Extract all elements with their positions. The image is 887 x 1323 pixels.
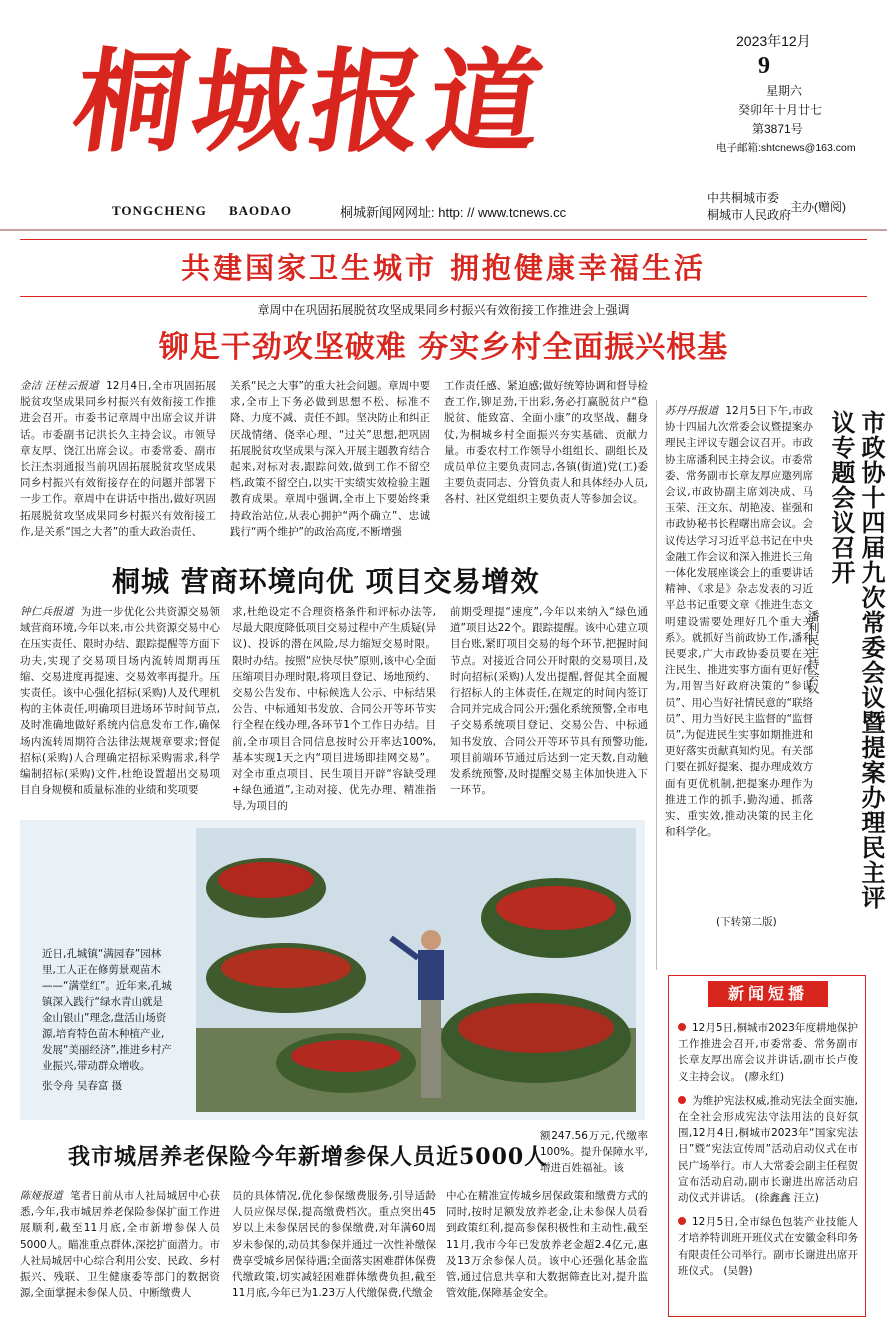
lead-kicker: 章周中在巩固拓展脱贫攻坚成果同乡村振兴有效衔接工作推进会上强调 bbox=[257, 303, 630, 317]
masthead-romanized: TONGCHENG BAODAO bbox=[112, 203, 293, 218]
brief-item bbox=[678, 1093, 858, 1206]
lead-column-1 bbox=[20, 378, 216, 543]
photo-caption bbox=[42, 946, 172, 1094]
photo-caption-text: 近日,孔城镇“满园春”园林里,工人正在修剪景观苗木——“满堂红”。近年来,孔城镇深入践行“绿水青山就是金山银山”理念,盘活山场资源,培育特色苗木种植产业,发展“美丽经济”,推进乡村产业振兴,带动群众增收。 bbox=[42, 948, 172, 1072]
brief-text: 为维护宪法权威,推动宪法全面实施,在全社会形成宪法守法用法的良好氛围,12月4日,桐城市2023年“国家宪法日”暨“宪法宣传周”活动启动仪式在市民广场举行。市人大常委会副主任程贺宣布活动启动,副市长谢进出席活动启动仪式并讲话。 bbox=[678, 1094, 858, 1205]
brief-text: 12月5日,全市绿色包装产业技能人才培养特训班开班仪式在安徽金科印务有限责任公司举行。副市长谢进出席开班仪式。 bbox=[678, 1216, 858, 1277]
story3-side-text: 额247.56万元,代缴率100%。提升保障水平,增进百姓福祉。该 bbox=[540, 1130, 648, 1175]
brief-author: (徐鑫鑫 汪立) bbox=[754, 1192, 819, 1205]
story2-column-2: 求,杜绝设定不合理资格条件和评标办法等,尽最大限度降低项目交易过程中产生质疑(异议)、投诉的潜在风险,尽力缩短交易时限。限时办结。按照“应快尽快”原则,该中心全面压缩项目办理时限,将项目登记、场地预约、交易公告发布、中标候选人公示、中标结果公告、中标通知书发放、合同公开等环节实行全程在线办理,各环节1个工作日办结。目前,全市项目合同信息按时公开率达100%,基本实现1天之内“项目进场即挂网交易”。对全市重点项目、民生项目开辟“容缺受理+绿色通道”,主动对接、优先办理、精准指导,为项目的 bbox=[232, 606, 436, 813]
story2-byline: 钟仁兵报道 bbox=[20, 606, 74, 618]
brief-author: (吴磐) bbox=[723, 1264, 753, 1277]
topiary-photo-illustration bbox=[196, 828, 636, 1112]
story3-column-1 bbox=[20, 1188, 220, 1318]
story2-headline: 桐城 营商环境向优 项目交易增效 bbox=[112, 565, 540, 598]
slogan-banner: 共建国家卫生城市 拥抱健康幸福生活 bbox=[20, 239, 867, 297]
host-orgs bbox=[707, 190, 791, 224]
email: 电子邮箱:shtcnews@163.com bbox=[716, 142, 856, 154]
story2-column-3: 前期受理提“速度”,今年以来纳入“绿色通道”项目达22个。跟踪提醒。该中心建立项目台账,紧盯项目交易的每个环节,把握时间节点。对接近合同公开时限的交易项目,及时向招标(采购)人发出提醒,督促其全面履行招标人的主体责任,在规定的时间内签订合同并完成合同公开;强化系统预警,全市电子交易系统项目登记、交易公告、中标通知书发放、合同公开等环节具有预警功能,项目前端环节通过后达到一定天数,自动触发系统预警,及时提醒交易主体加快进入下一环节。 bbox=[450, 606, 648, 797]
host-label: 主办(赠阅) bbox=[790, 200, 846, 214]
story3-headline: 我市城居养老保险今年新增参保人员近5000人 bbox=[68, 1144, 548, 1170]
lead-column-2: 关系“民之大事”的重大社会问题。章周中要求,全市上下务必做到思想不松、标准不降、力度不减、责任不卸。坚决防止和纠正厌战情绪、侥幸心理、“过关”思想,把巩固拓展脱贫攻坚成果与深入开展主题教育结合起来,对标对表,跟踪问效,做到工作不留空档,政策不留空白,以实干实绩实效检验主题教育成果。章周中强调,全市上下要始终秉持政治站位,从表心拥护“两个确立”、忠诚践行“两个维护”的政治高度,不断增强 bbox=[230, 380, 430, 538]
story2-col1-text: 为进一步优化公共资源交易领域营商环境,今年以来,市公共资源交易中心在压实责任、限时办结、跟踪提醒等方面下功夫,实现了交易项目场内流转周期再压缩、交易进度再提速、交易效率再提升。压实责任。该中心强化招标(采购)人及代理机构的主体责任,明确项目进场环节时间节点,及时准确地做好系统内信息发布工作,确保场内流转周期符合法律法规规章要求;督促招标(采购)人合理确定招标采购需求,科学编制招标(采购)文件,杜绝设置超出交易项目自身规模和质量标准的业绩和奖项要 bbox=[20, 606, 220, 797]
story2-column-1 bbox=[20, 604, 220, 819]
photo-credit: 张令舟 吴春富 摄 bbox=[42, 1080, 123, 1092]
issue-number: 第3871号 bbox=[752, 122, 803, 136]
brief-text: 12月5日,桐城市2023年度耕地保护工作推进会召开,市委常委、常务副市长章友厚出席会议并讲话,副市长卢俊义主持会议。 bbox=[678, 1022, 858, 1083]
story3-col1-text: 笔者日前从市人社局城居中心获悉,今年,我市城居养老保险参保扩面工作进展顺利,截至11月底,全市新增参保人员5000人。瞄准重点群体,深挖扩面潜力。市人社局城居中心综合利用公安、民政、乡村振兴、残联、卫生健康委等部门的数据资源,全面掌握未参保人员、中断缴费人 bbox=[20, 1190, 220, 1300]
lead-column-3: 工作责任感、紧迫感;做好统筹协调和督导检查工作,铆足劲,干出彩,务必打赢脱贫户“稳脱贫、能致富、全面小康”的攻坚战、翻身仗,为桐城乡村全面振兴夯实基础、贡献力量。市委农村工作领导小组组长、副组长及成员单位主要负责同志,各镇(街道)党(工)委主要负责同志、分管负责人和具体经办人员,各村、社区党组织主要负责人等参加会议。 bbox=[444, 380, 648, 506]
host-org-2: 桐城市人民政府 bbox=[707, 208, 792, 222]
right-story-body: 12月5日下午,市政协十四届九次常委会议暨提案办理民主评议专题会议召开。市政协主席潘利民主持会议。市委常委、常务副市长章友厚应邀列席会议,市政协副主席刘决成、马玉荣、汪文东、胡艳凌、崔强和市政协秘书长程曙出席会议。会议传达学习习近平总书记在中央金融工作会议和深入推进长三角一体化发展座谈会上的重要讲话精神、《求是》杂志发表的习近平总书记重要文章《推进生态文明建设需要处理好几个重大关系》。就抓好当前政协工作,潘利民要求,广大市政协委员要在关注民生、推进实事方面有更好作为,用智当好政府决策的“参谋员”、用心当好社情民意的“联络员”、用力当好民主监督的“监督员”,为促进民生实事如期推进和更好落实贡献真知灼见。有关部门要在抓好提案、提办理成效方面有更优机制,把提案办理作为推进工作的抓手,勤沟通、抓落实、重实效,推动决策的民主化和科学化。 bbox=[665, 405, 813, 839]
story3-column-3: 中心在精准宣传城乡居保政策和缴费方式的同时,按时足额发放养老金,让未参保人员看到政策红利,提高参保积极性和主动性,截至11月,我市今年已发放养老金超2.4亿元,惠及13万余参保人员。该中心还强化基金监管,通过信息共享和大数据筛查比对,提升监管效能,保障基金安全。 bbox=[446, 1190, 648, 1300]
news-briefs-list bbox=[678, 1020, 858, 1310]
brief-item bbox=[678, 1214, 858, 1279]
lead-headline: 铆足干劲攻坚破难 夯实乡村全面振兴根基 bbox=[158, 330, 729, 365]
right-story-host-note: 潘利民主持会议 bbox=[806, 610, 820, 694]
bullet-icon bbox=[678, 1023, 686, 1031]
masthead-divider bbox=[0, 229, 887, 231]
lead-col1-text: 12月4日,全市巩固拓展脱贫攻坚成果同乡村振兴有效衔接工作推进会召开。市委书记章周中出席会议并讲话。市委副书记洪长久主持会议。市领导章友厚、饶江出席会议。市委常委、副市长汪杰羽通报当前巩固拓展脱贫攻坚成果同乡村振兴有效衔接存在的问题并部署下一步工作。章周中在讲话中指出,做好巩固拓展脱贫攻坚成果同乡村振兴有效衔接工作,是关系“国之大者”的重大政治责任、 bbox=[20, 380, 216, 538]
bullet-icon bbox=[678, 1096, 686, 1104]
right-story-byline: 苏丹丹报道 bbox=[665, 405, 719, 417]
date-block bbox=[716, 32, 876, 158]
website-line[interactable]: 桐城新闻网网址: http: // www.tcnews.cc bbox=[340, 205, 567, 220]
brief-author: (廖永红) bbox=[744, 1070, 785, 1083]
story3-column-2: 员的具体情况,优化参保缴费服务,引导适龄人员应保尽保,提高缴费档次。重点突出45岁以上未参保居民的参保缴费,对年满60周岁未参保的,动员其参保并通过一次性补缴保费享受城乡居保待遇;全面落实困难群体保费代缴政策,切实减轻困难群体缴费负担,截至11月底,今年已为1.23万人代缴保费,代缴金 bbox=[232, 1190, 436, 1300]
story3-byline: 陈娅报道 bbox=[20, 1190, 63, 1202]
host-org-1: 中共桐城市委 bbox=[707, 191, 780, 205]
continued-note: (下转第二版) bbox=[716, 916, 777, 928]
right-story-title: 市政协十四届九次常委会议暨提案办理民主评议专题会议召开 bbox=[827, 410, 886, 910]
weekday: 星期六 bbox=[766, 84, 803, 98]
column-divider bbox=[656, 400, 657, 970]
right-story-text bbox=[665, 403, 813, 923]
year-month: 2023年12月 bbox=[736, 33, 811, 49]
day-number: 9 bbox=[758, 53, 770, 79]
news-briefs-title: 新闻短播 bbox=[708, 981, 828, 1007]
bullet-icon bbox=[678, 1217, 686, 1225]
brief-item bbox=[678, 1020, 858, 1085]
lead-byline: 金洁 汪桂云报道 bbox=[20, 380, 99, 392]
masthead-title: 桐城报道 bbox=[65, 37, 557, 168]
lunar-date: 癸卯年十月廿七 bbox=[738, 103, 823, 117]
